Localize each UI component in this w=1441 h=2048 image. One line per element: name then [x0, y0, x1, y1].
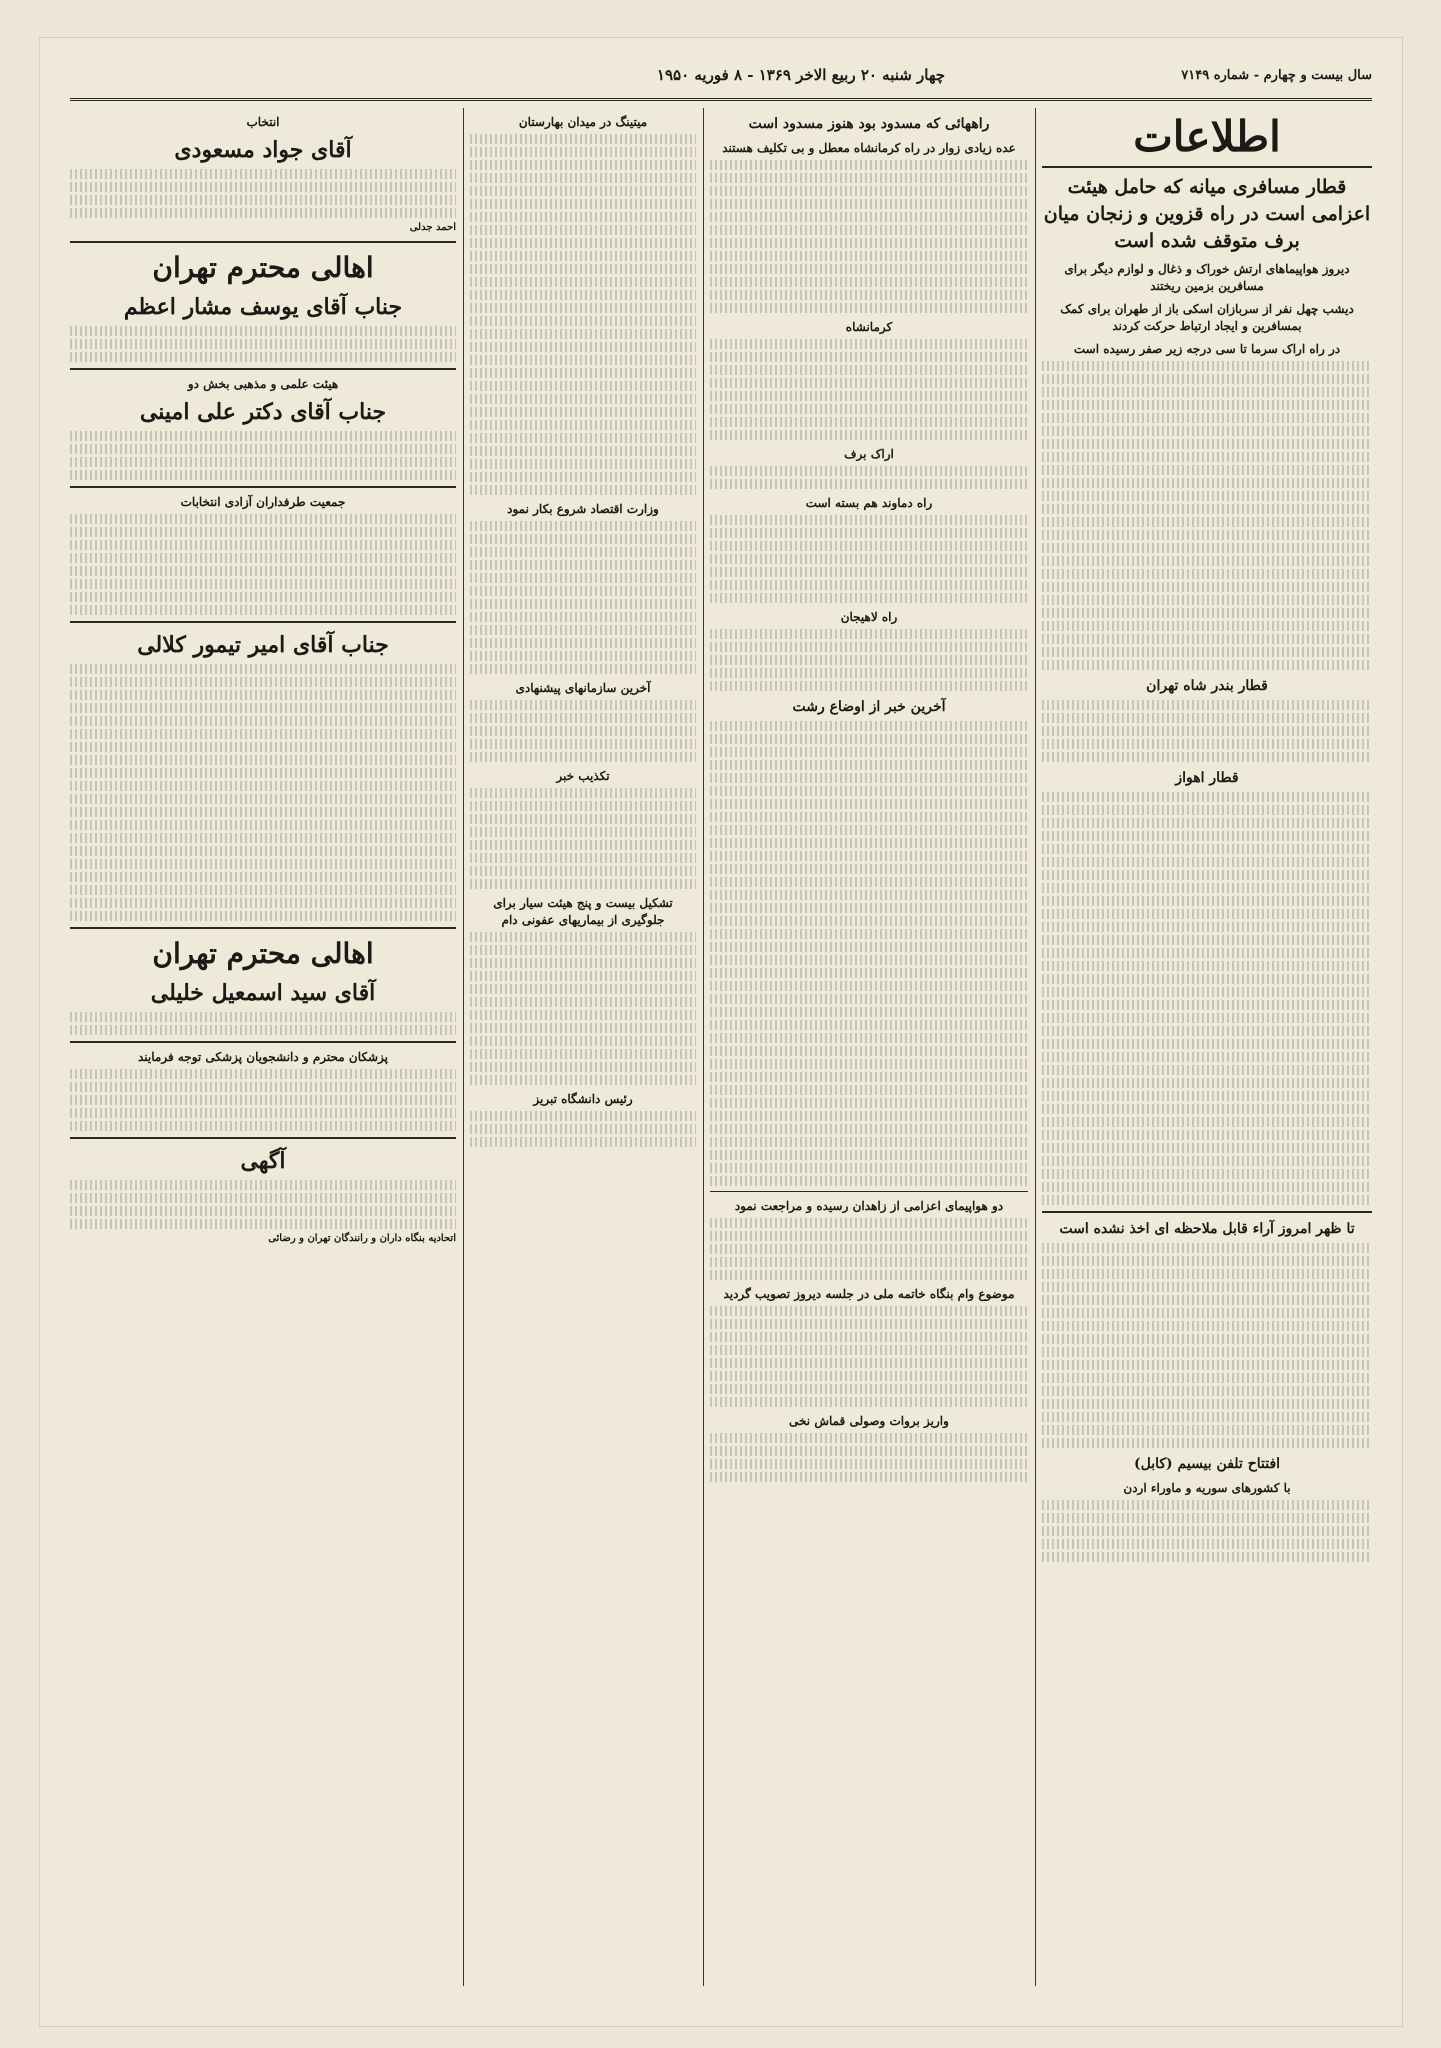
ad2-name: جناب آقای یوسف مشار اعظم	[123, 294, 403, 320]
section-ahvaz-train: قطار اهواز	[1175, 770, 1239, 786]
ad6-title: اهالی محترم تهران	[152, 937, 374, 970]
lead-subhead: دیروز هواپیماهای ارتش خوراک و ذغال و لوازم دیگر برای مسافرین بزمین ریختند	[1064, 262, 1350, 293]
lead-subhead-2: دیشب چهل نفر از سربازان اسکی باز از طهران برای کمک بمسافرین و ایجاد ارتباط حرکت کردند	[1060, 302, 1354, 333]
section-cloth: واریز بروات وصولی قماش نخی	[789, 1414, 949, 1428]
page-header	[70, 52, 1372, 101]
ad8-title: آگهی	[240, 1148, 286, 1174]
section-opening: افتتاح تلفن بیسیم (کابل)	[1133, 1456, 1281, 1472]
ad4-title: جمعیت طرفداران آزادی انتخابات	[180, 495, 346, 509]
section-fund: تشکیل بیست و پنج هیئت سیار برای جلوگیری از بیماریهای عفونی دام	[493, 896, 673, 927]
section-arak: اراک برف	[844, 447, 894, 461]
section-loan: موضوع وام بنگاه خاتمه ملی در جلسه دیروز تصویب گردید	[723, 1287, 1015, 1301]
section-damavand: راه دماوند هم بسته است	[805, 496, 933, 510]
column-1	[1042, 108, 1372, 1986]
section-planes: دو هواپیمای اعزامی از زاهدان رسیده و مراجعت نمود	[734, 1199, 1004, 1213]
section-lahijan: راه لاهیجان	[840, 610, 898, 624]
section-denial: تکذیب خبر	[556, 769, 610, 783]
section-economy: وزارت اقتصاد شروع بکار نمود	[507, 502, 659, 516]
ad6-name: آقای سید اسمعیل خلیلی	[150, 980, 376, 1006]
section-university: رئیس دانشگاه تبریز	[533, 1092, 633, 1106]
column-2	[710, 108, 1028, 1986]
ad1-title: انتخاب	[246, 115, 280, 129]
ad5-name: جناب آقای امیر تیمور کلالی	[137, 632, 389, 658]
issue-info: سال بیست و چهارم - شماره ۷۱۴۹	[1181, 67, 1372, 83]
ad7-title: پزشکان محترم و دانشجویان پزشکی توجه فرمایند	[137, 1050, 389, 1064]
ad8-sign: اتحادیه بنگاه داران و رانندگان تهران و رضائی	[268, 1233, 456, 1244]
date-line: چهار شنبه ۲۰ ربیع الاخر ۱۳۶۹ - ۸ فوریه ۱۹۵۰	[656, 66, 946, 84]
section-opening-sub: با کشورهای سوریه و ماوراء اردن	[1123, 1481, 1291, 1495]
lead-headline: قطار مسافری میانه که حامل هیئت اعزامی است در راه قزوین و زنجان میان برف متوقف شده است	[1043, 176, 1371, 252]
column-3	[470, 108, 696, 1986]
newspaper-page	[40, 38, 1402, 2026]
column-4	[70, 108, 456, 1986]
lead-subhead-3: در راه اراک سرما تا سی درجه زیر صفر رسیده است	[1073, 342, 1341, 356]
section-tehran-train: قطار بندر شاه تهران	[1146, 678, 1268, 694]
section-agri: آخرین سازمانهای پیشنهادی	[515, 681, 651, 695]
ad2-title: اهالی محترم تهران	[152, 251, 374, 284]
roads-headline: راههائی که مسدود بود هنوز مسدود است	[748, 116, 990, 132]
section-rasht: آخرین خبر از اوضاع رشت	[792, 699, 946, 715]
ad1-name: آقای جواد مسعودی	[174, 137, 352, 163]
ad1-sign: احمد جدلی	[409, 222, 456, 233]
ad3-title: هیئت علمی و مذهبی بخش دو	[187, 377, 339, 391]
section-votes: تا ظهر امروز آراء قابل ملاحظه ای اخذ نشده است	[1059, 1221, 1355, 1237]
section-kermanshah: کرمانشاه	[845, 320, 893, 334]
ad3-name: جناب آقای دکتر علی امینی	[139, 399, 387, 425]
masthead: اطلاعات	[1042, 108, 1372, 168]
roads-subhead: عده زیادی زوار در راه کرمانشاه معطل و بی تکلیف هستند	[722, 141, 1016, 155]
section-rally: میتینگ در میدان بهارستان	[518, 115, 648, 129]
